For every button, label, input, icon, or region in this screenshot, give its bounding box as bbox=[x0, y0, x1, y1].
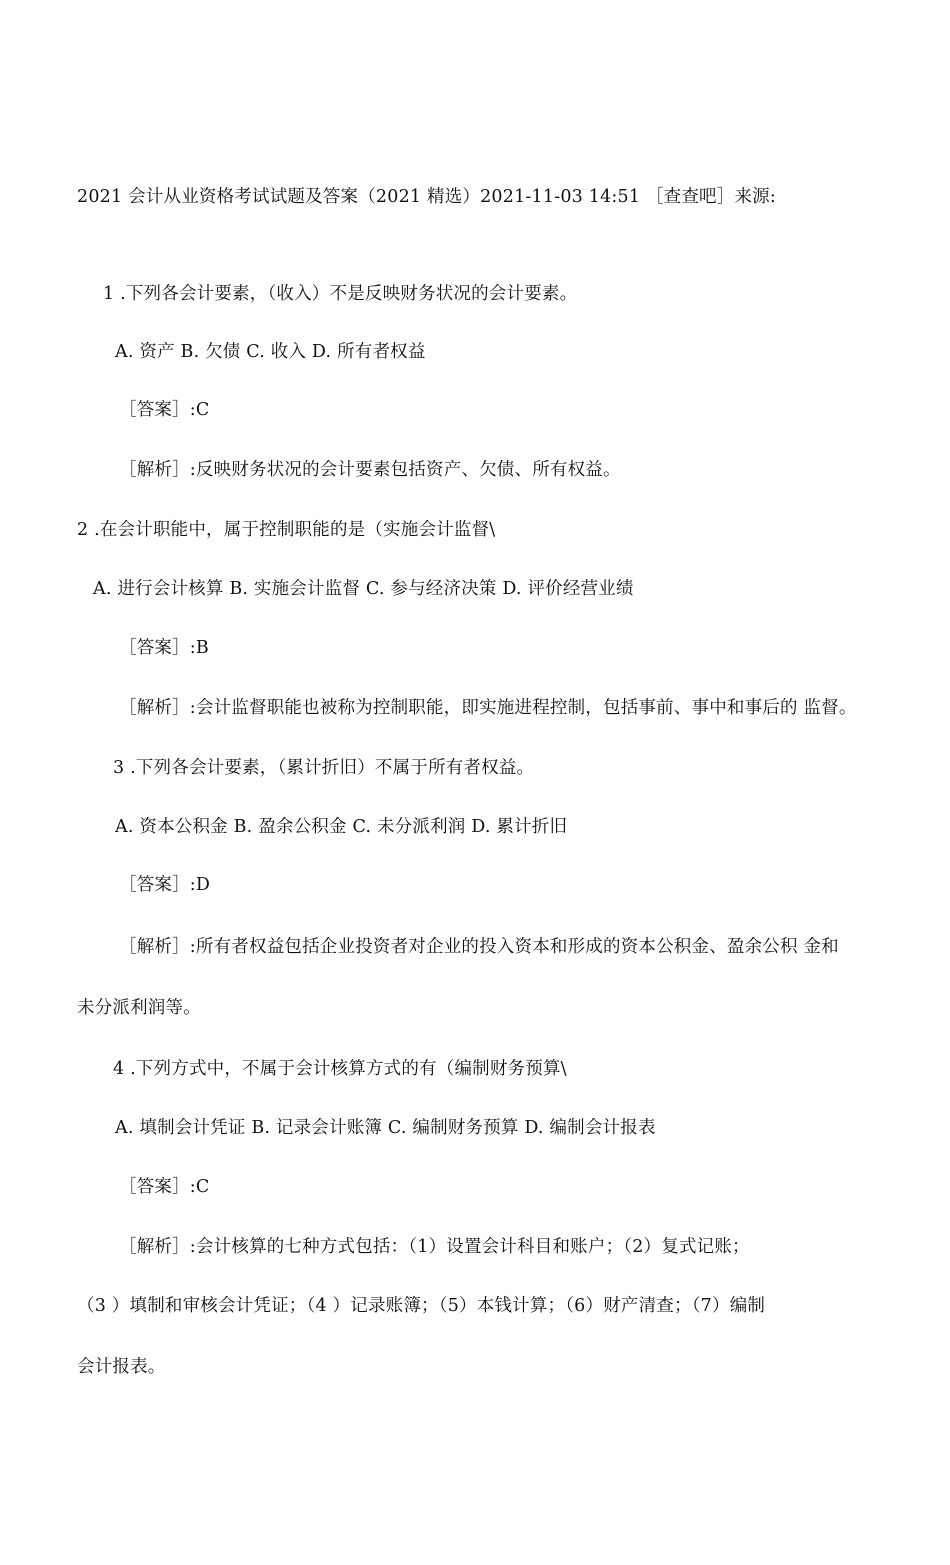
q1-question: 1 .下列各会计要素，（收入）不是反映财务状况的会计要素。 bbox=[103, 284, 578, 304]
q1-analysis: ［解析］:反映财务状况的会计要素包括资产、欠债、所有权益。 bbox=[119, 460, 621, 480]
q4-analysis-line1: ［解析］:会计核算的七种方式包括：（1）设置会计科目和账户；（2）复式记账； bbox=[119, 1237, 750, 1257]
q3-options: A. 资本公积金 B. 盈余公积金 C. 未分派利润 D. 累计折旧 bbox=[115, 817, 568, 837]
q4-options: A. 填制会计凭证 B. 记录会计账簿 C. 编制财务预算 D. 编制会计报表 bbox=[115, 1118, 656, 1138]
q4-analysis-line2: （3 ）填制和审核会计凭证；（4 ）记录账簿；（5）本钱计算；（6）财产清查；（7）编制 bbox=[77, 1296, 766, 1316]
q2-options: A. 进行会计核算 B. 实施会计监督 C. 参与经济决策 D. 评价经营业绩 bbox=[93, 579, 634, 599]
q1-options: A. 资产 B. 欠债 C. 收入 D. 所有者权益 bbox=[115, 342, 426, 362]
q1-answer: ［答案］:C bbox=[119, 400, 210, 420]
q4-question: 4 .下列方式中，不属于会计核算方式的有（编制财务预算\ bbox=[113, 1059, 567, 1079]
q3-analysis-line2: 未分派利润等。 bbox=[77, 998, 201, 1018]
q4-answer: ［答案］:C bbox=[119, 1177, 210, 1197]
q4-analysis-line3: 会计报表。 bbox=[77, 1357, 166, 1377]
document-title: 2021 会计从业资格考试试题及答案（2021 精选）2021-11-03 14:51 ［查查吧］来源: bbox=[77, 187, 776, 207]
q3-answer: ［答案］:D bbox=[119, 875, 211, 895]
q3-analysis-line1: ［解析］:所有者权益包括企业投资者对企业的投入资本和形成的资本公积金、盈余公积 金和 bbox=[119, 937, 839, 957]
q2-analysis: ［解析］:会计监督职能也被称为控制职能，即实施进程控制，包括事前、事中和事后的 监督。 bbox=[119, 698, 857, 718]
q2-answer: ［答案］:B bbox=[119, 638, 209, 658]
q2-question: 2 .在会计职能中，属于控制职能的是（实施会计监督\ bbox=[77, 520, 496, 540]
q3-question: 3 .下列各会计要素，（累计折旧）不属于所有者权益。 bbox=[113, 758, 535, 778]
